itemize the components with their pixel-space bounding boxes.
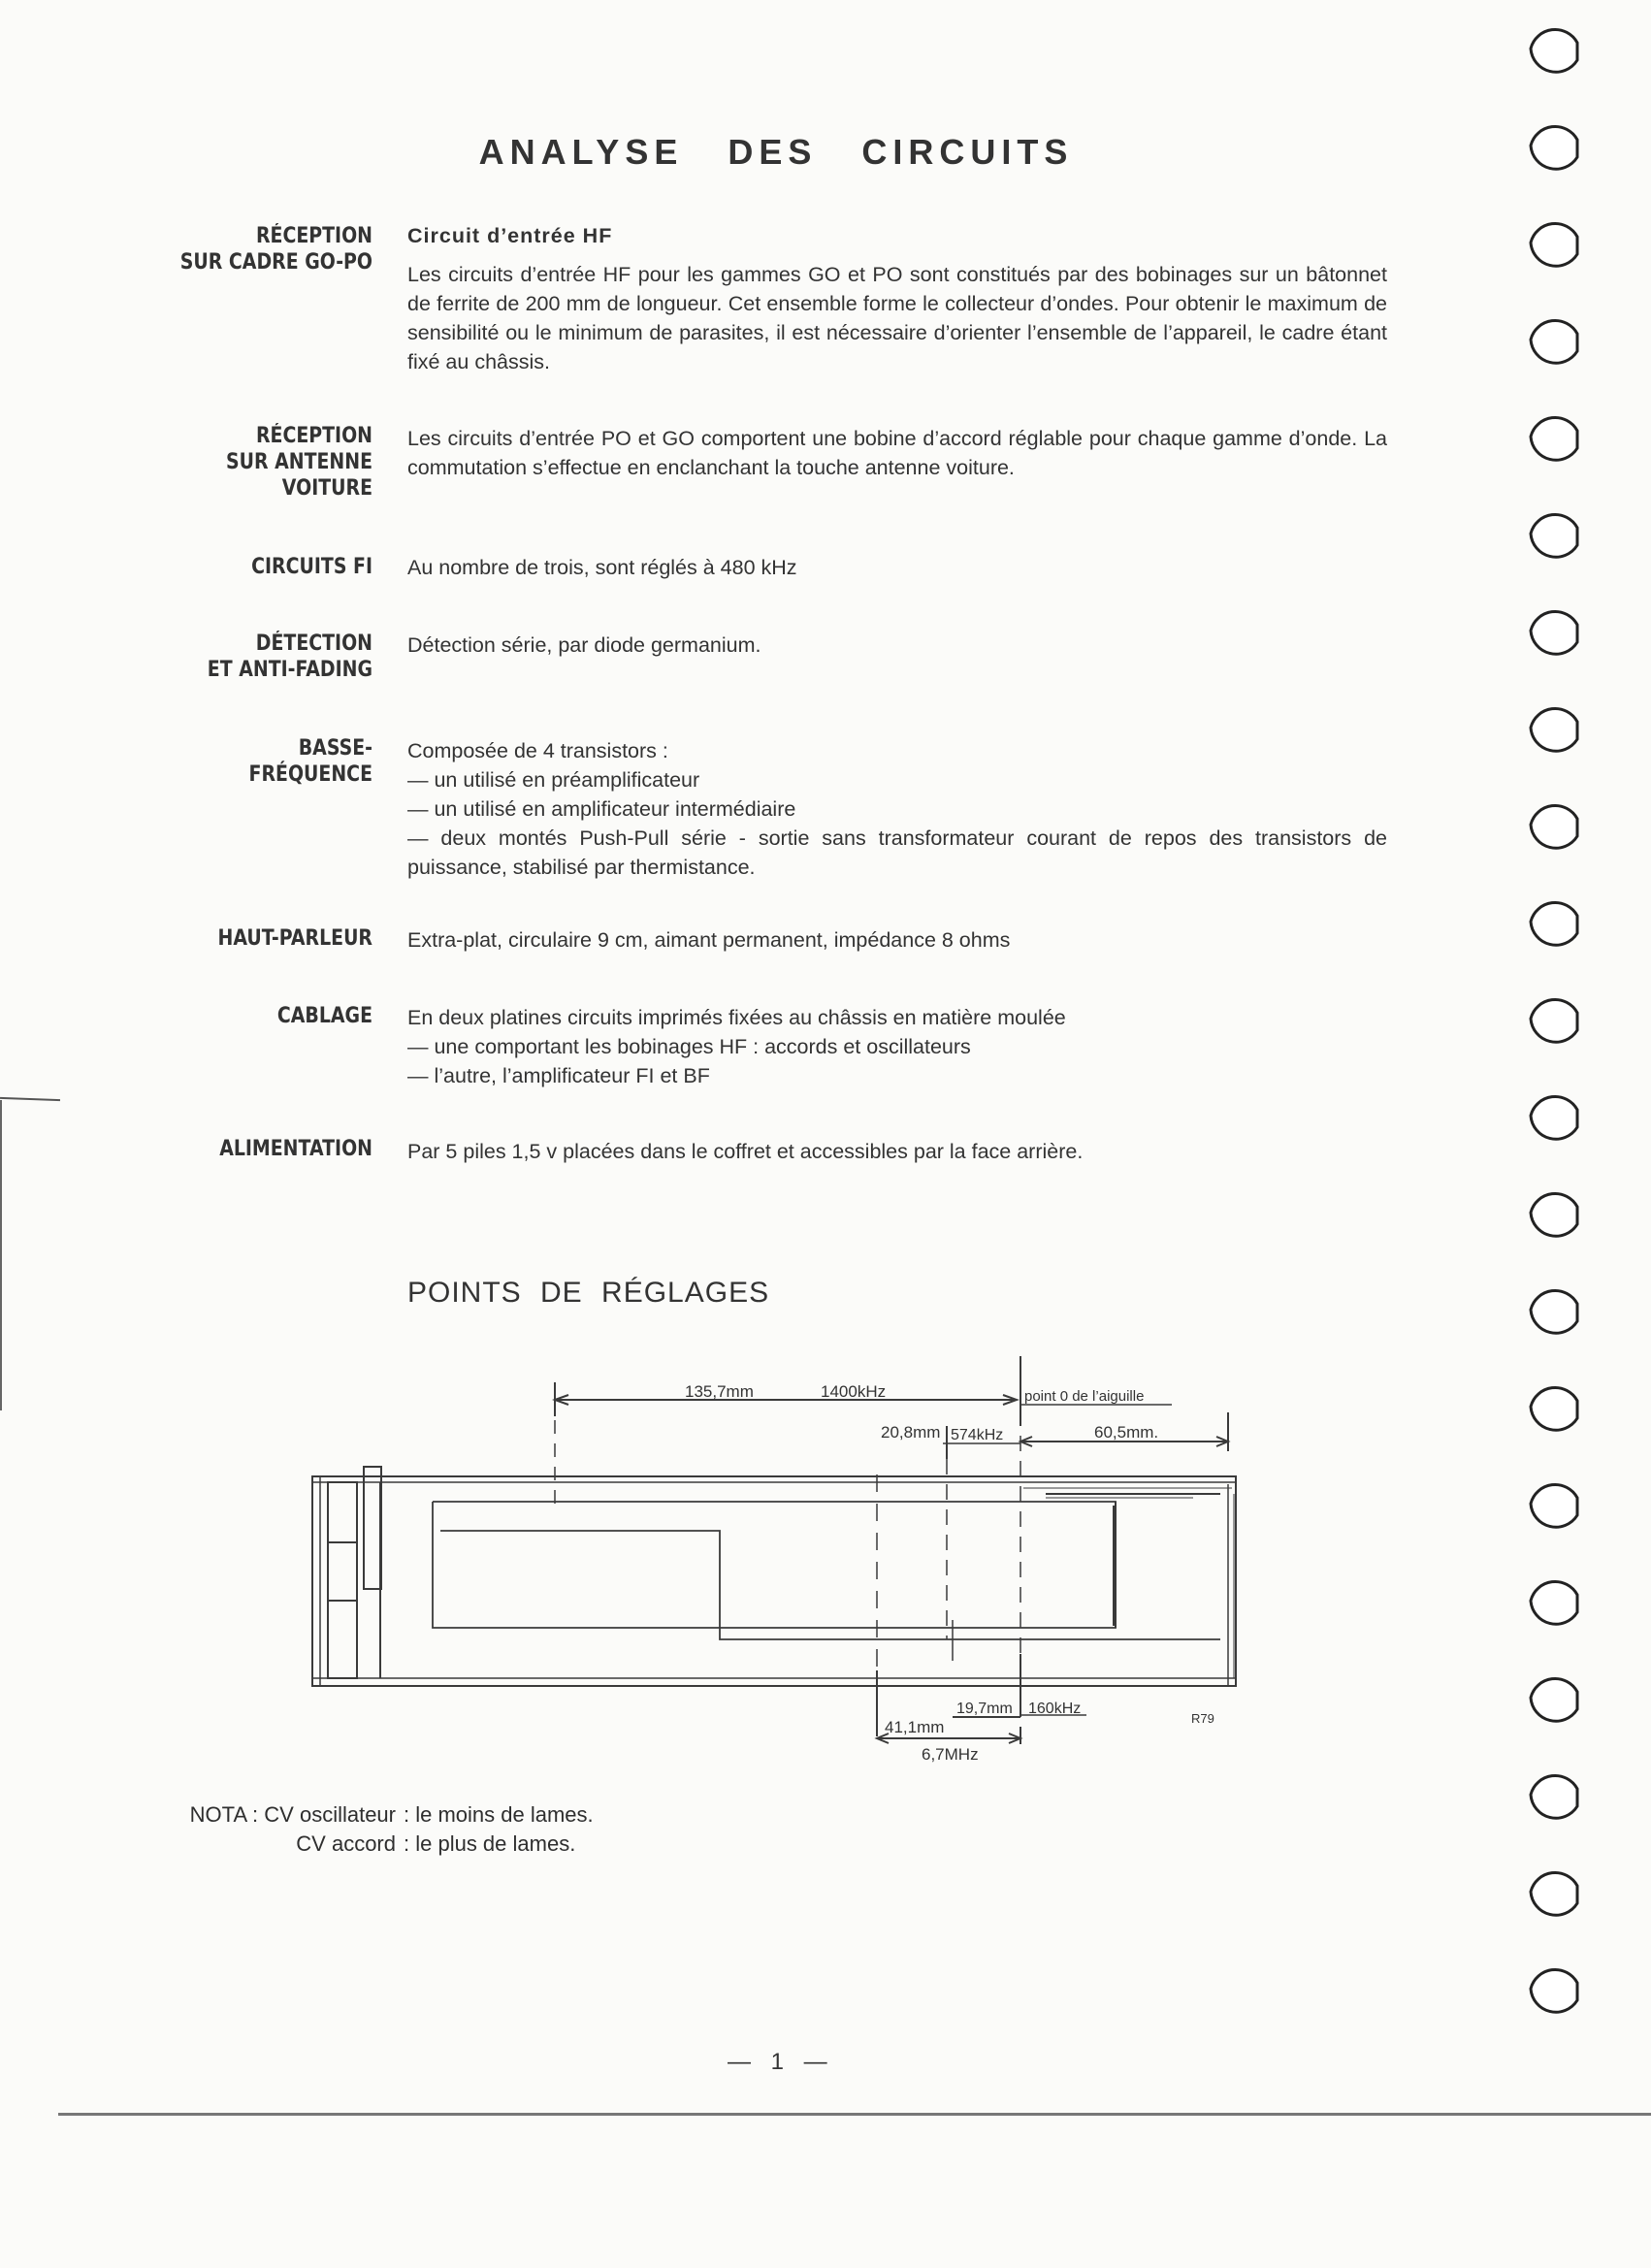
binding-hole-icon <box>1531 708 1577 751</box>
label-dim-41: 41,1mm <box>885 1718 945 1736</box>
page-title: ANALYSE DES CIRCUITS <box>478 132 1074 172</box>
adjust-section-title: POINTS DE RÉGLAGES <box>407 1277 770 1309</box>
label-freq-67: 6,7MHz <box>922 1745 979 1764</box>
binding-hole-icon <box>1531 1290 1577 1333</box>
section-text-haut-parleur: Extra-plat, circulaire 9 cm, aimant permanent, impédance 8 ohms <box>407 928 1011 952</box>
binding-hole-icon <box>1531 223 1577 266</box>
nota-value: : le moins de lames. <box>404 1802 594 1827</box>
label-dim-19: 19,7mm <box>956 1701 1013 1717</box>
nota-value: : le plus de lames. <box>404 1831 576 1856</box>
label-freq-1400: 1400kHz <box>821 1382 887 1401</box>
nota-key: NOTA : CV oscillateur <box>189 1802 396 1827</box>
section-label-alimentation: ALIMENTATION <box>219 1137 372 1161</box>
binding-hole-icon <box>1531 1193 1577 1236</box>
section-label-reception-antenne: RÉCEPTION SUR ANTENNE VOITURE <box>225 424 372 501</box>
label-ref: R79 <box>1191 1711 1214 1726</box>
binding-hole-icon <box>1531 126 1577 169</box>
label-dim-20: 20,8mm <box>881 1423 941 1442</box>
section-label-reception-cadre: RÉCEPTION SUR CADRE GO-PO <box>179 224 372 275</box>
binding-hole-icon <box>1531 1387 1577 1430</box>
nota-block <box>163 1800 594 1859</box>
binding-hole-icon <box>1531 1581 1577 1624</box>
section-label-cablage: CABLAGE <box>276 1004 372 1028</box>
section-text-detection: Détection série, par diode germanium. <box>407 633 761 657</box>
section-subtitle: Circuit d’entrée HF <box>407 224 613 247</box>
section-label-detection: DÉTECTION ET ANTI-FADING <box>207 632 372 682</box>
section-text-alimentation: Par 5 piles 1,5 v placées dans le coffret et accessibles par la face arrière. <box>407 1140 1084 1163</box>
section-text-circuits-fi: Au nombre de trois, sont réglés à 480 kHz <box>407 556 797 579</box>
section-text-basse-frequence: Composée de 4 transistors : — un utilisé en préamplificateur — un utilisé en amplificateur intermédiaire — deux montés Push-Pull série - sortie sans transformateur courant de repos des transistors de puissance, stabilisé par thermistance. <box>407 739 1387 879</box>
binding-hole-icon <box>1531 1096 1577 1139</box>
binding-hole-icon <box>1531 514 1577 557</box>
section-label-basse-frequence: BASSE- FRÉQUENCE <box>248 736 372 787</box>
label-dim-60: 60,5mm. <box>1094 1423 1159 1442</box>
binding-hole-icon <box>1531 1872 1577 1915</box>
label-dim-135: 135,7mm <box>685 1382 754 1401</box>
binding-hole-icon <box>1531 417 1577 460</box>
binding-hole-icon <box>1531 29 1577 72</box>
section-text-reception-cadre: Circuit d’entrée HF Les circuits d’entrée HF pour les gammes GO et PO sont constitués par des bobinages sur un bâtonnet de ferrite de 200 mm de longueur. Cet ensemble forme le collecteur d’ondes. Pour obtenir le maximum de sensibilité ou le minimum de parasites, il est nécessaire d’orienter l’ensemble de l’appareil, le cadre étant fixé au châssis. <box>407 221 1387 376</box>
binding-hole-icon <box>1531 1969 1577 2012</box>
label-freq-574: 574kHz <box>951 1427 1004 1443</box>
binding-hole-icon <box>1531 1775 1577 1818</box>
binding-hole-icon <box>1531 320 1577 363</box>
left-edge-line <box>0 1100 2 1410</box>
binding-hole-icon <box>1531 1484 1577 1527</box>
label-point0: point 0 de l’aiguille <box>1024 1388 1145 1405</box>
section-text-reception-antenne: Les circuits d’entrée PO et GO comportent une bobine d’accord réglable pour chaque gamme d’onde. La commutation s’effectue en enclanchant la touche antenne voiture. <box>407 427 1387 479</box>
section-label-haut-parleur: HAUT-PARLEUR <box>217 926 372 951</box>
binding-hole-icon <box>1531 611 1577 654</box>
binding-hole-icon <box>1531 999 1577 1042</box>
page-bottom-edge <box>58 2113 1651 2116</box>
binding-hole-icon <box>1531 902 1577 945</box>
binding-hole-icon <box>1531 1678 1577 1721</box>
binding-hole-icon <box>1531 805 1577 848</box>
section-text-cablage: En deux platines circuits imprimés fixées au châssis en matière moulée — une comportant les bobinages HF : accords et oscillateurs — l’autre, l’amplificateur FI et BF <box>407 1006 1066 1087</box>
binding-holes <box>1523 17 1601 2025</box>
label-freq-160: 160kHz <box>1028 1701 1082 1717</box>
page-number: — 1 — <box>728 2049 827 2075</box>
section-label-circuits-fi: CIRCUITS FI <box>251 555 372 579</box>
nota-key: CV accord <box>296 1831 396 1856</box>
